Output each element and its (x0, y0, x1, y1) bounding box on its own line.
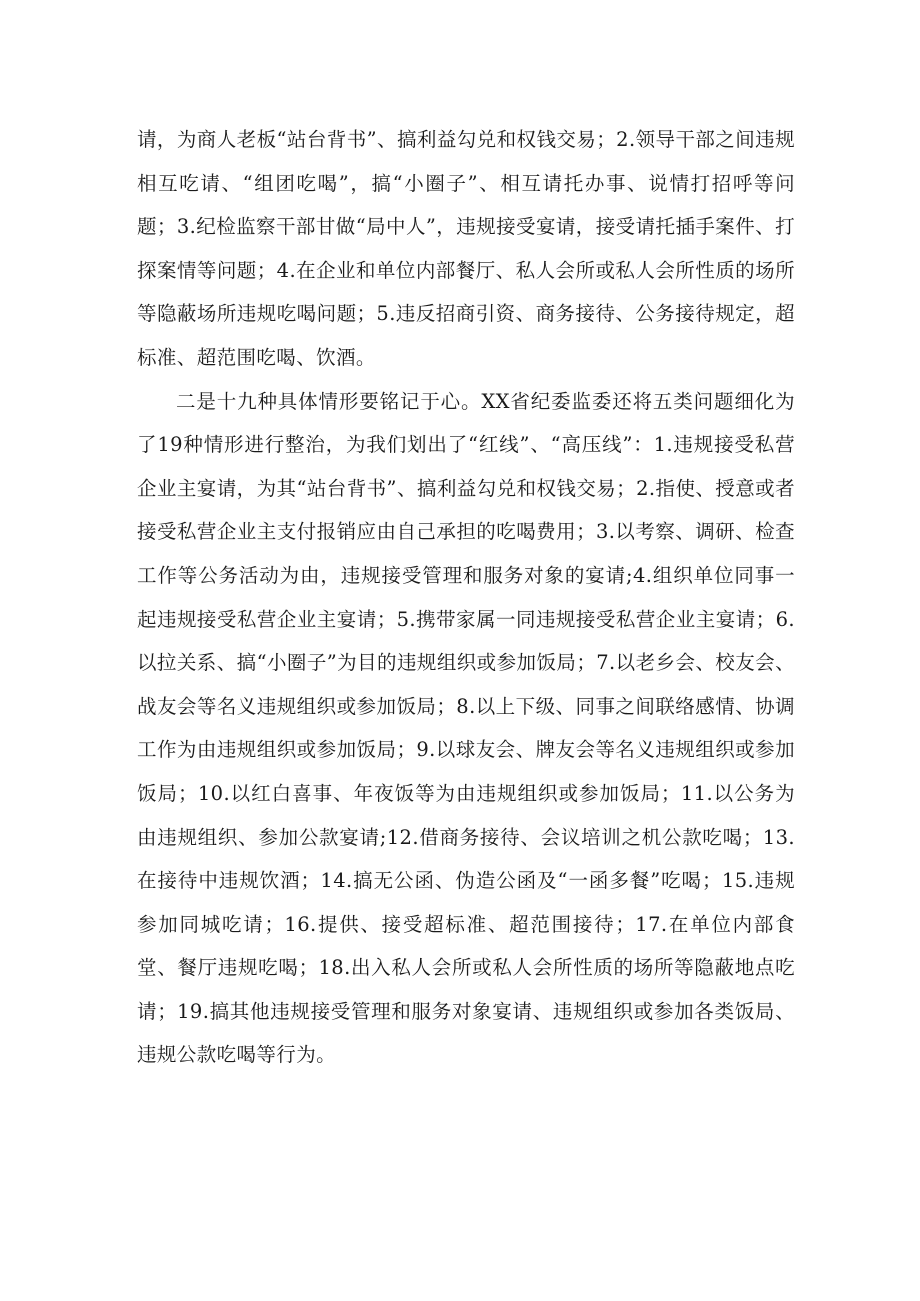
paragraph-nineteen-situations: 二是十九种具体情形要铭记于心。XX省纪委监委还将五类问题细化为了19种情形进行整治，为我们划出了“红线”、“高压线”：1.违规接受私营企业主宴请，为其“站台背书”、搞利益勾兑和权钱交易；2.指使、授意或者接受私营企业主支付报销应由自己承担的吃喝费用；3.以考察、调研、检查工作等公务活动为由，违规接受管理和服务对象的宴请;4.组织单位同事一起违规接受私营企业主宴请；5.携带家属一同违规接受私营企业主宴请；6.以拉关系、搞“小圈子”为目的违规组织或参加饭局；7.以老乡会、校友会、战友会等名义违规组织或参加饭局；8.以上下级、同事之间联络感情、协调工作为由违规组织或参加饭局；9.以球友会、牌友会等名义违规组织或参加饭局；10.以红白喜事、年夜饭等为由违规组织或参加饭局；11.以公务为由违规组织、参加公款宴请;12.借商务接待、会议培训之机公款吃喝；13.在接待中违规饮酒；14.搞无公函、伪造公函及“一函多餐”吃喝；15.违规参加同城吃请；16.提供、接受超标准、超范围接待；17.在单位内部食堂、餐厅违规吃喝；18.出入私人会所或私人会所性质的场所等隐蔽地点吃请；19.搞其他违规接受管理和服务对象宴请、违规组织或参加各类饭局、违规公款吃喝等行为。 (137, 389, 795, 1067)
paragraph-five-problems-continued: 请，为商人老板“站台背书”、搞利益勾兑和权钱交易；2.领导干部之间违规相互吃请、“组团吃喝”，搞“小圈子”、相互请托办事、说情打招呼等问题；3.纪检监察干部甘做“局中人”，违规接受宴请，接受请托插手案件、打探案情等问题；4.在企业和单位内部餐厅、私人会所或私人会所性质的场所等隐蔽场所违规吃喝问题；5.违反招商引资、商务接待、公务接待规定，超标准、超范围吃喝、饮酒。 (137, 128, 795, 369)
document-page (137, 118, 795, 1077)
